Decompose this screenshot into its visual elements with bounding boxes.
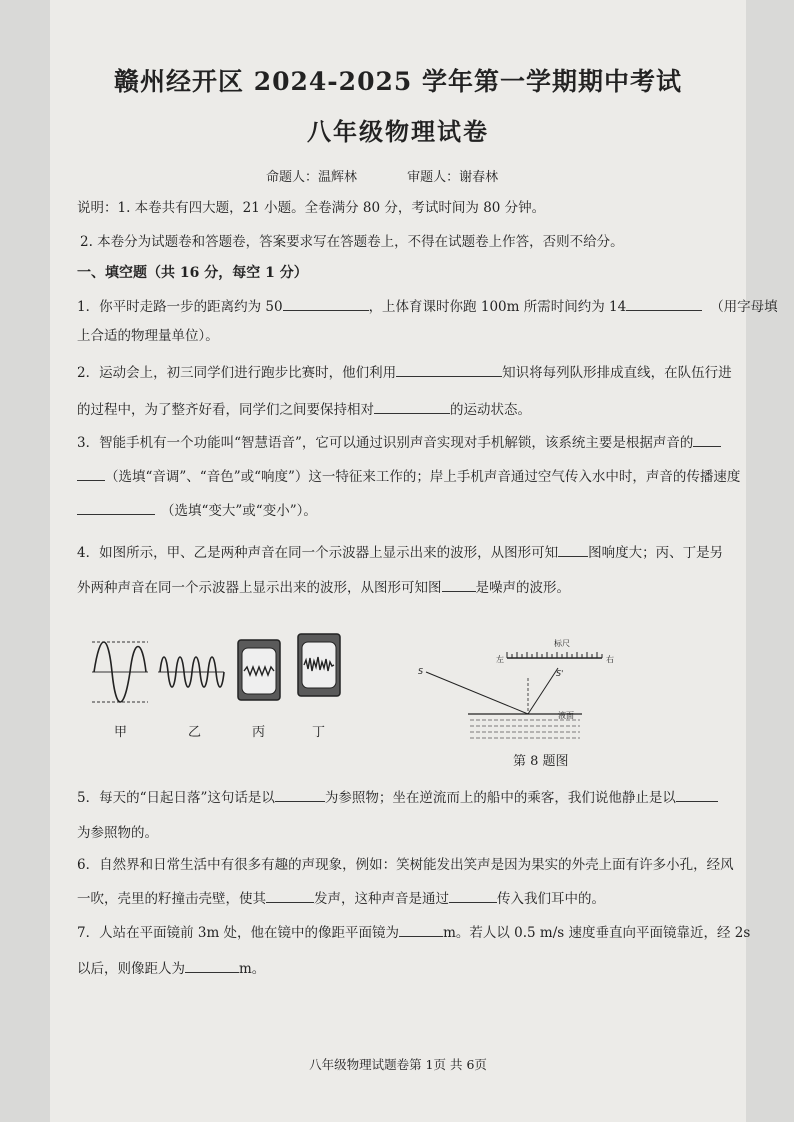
question-3-line-1: 3．智能手机有一个功能叫“智慧语音”，它可以通过识别声音实现对手机解锁，该系统主要是根据声音的: [77, 431, 721, 451]
question-3-line-2: （选填“音调”、“音色”或“响度”）这一特征来工作的；岸上手机声音通过空气传入水中时，声音的传播速度: [77, 465, 740, 485]
waveform-yi: [158, 657, 224, 687]
answer-blank[interactable]: [77, 502, 155, 515]
question-4-line-2: 外两种声音在同一个示波器上显示出来的波形，从图形可知图 是噪声的波形。: [77, 580, 570, 596]
answer-blank[interactable]: [283, 298, 369, 311]
point-s-prime-label: S': [556, 669, 564, 678]
figure-8-diagram: [412, 638, 622, 744]
question-5-line-1: 5．每天的“日起日落”这句话是以 为参照物；坐在逆流而上的船中的乘客，我们说他静止是以: [77, 786, 718, 806]
question-4-line-1: 4．如图所示，甲、乙是两种声音在同一个示波器上显示出来的波形，从图形可知 图响度大；丙、丁是另: [77, 545, 724, 561]
question-5-line-2: 为参照物的。: [77, 825, 158, 841]
question-1-line-1: 1．你平时走路一步的距离约为 50 ，上体育课时你跑 100m 所需时间约为 14 （用字母填: [77, 299, 778, 315]
note-1: 说明：1. 本卷共有四大题，21 小题。全卷满分 80 分，考试时间为 80 分钟。: [77, 200, 546, 216]
answer-blank[interactable]: [374, 401, 450, 414]
answer-blank[interactable]: [77, 468, 105, 481]
waveform-jia: [92, 642, 148, 702]
reviewer: 审题人：谢春林: [407, 170, 499, 185]
answer-blank[interactable]: [396, 364, 502, 377]
question-2-line-2: 的过程中，为了整齐好看，同学们之间要保持相对 的运动状态。: [77, 402, 531, 418]
question-1-line-2: 上合适的物理量单位）。: [77, 328, 219, 344]
exam-paper: [50, 0, 778, 1122]
note-2: 2. 本卷分为试题卷和答题卷，答案要求写在答题卷上，不得在试题卷上作答，否则不给分。: [80, 234, 624, 250]
ruler-left-label: 左: [496, 655, 504, 664]
label-ding: 丁: [312, 725, 326, 740]
question-7-line-1: 7．人站在平面镜前 3m 处，他在镜中的像距平面镜为 m。若人以 0.5 m/s 速度垂直向平面镜靠近，经 2s: [77, 925, 751, 941]
label-yi: 乙: [188, 725, 202, 740]
oscilloscope-bing: [238, 640, 280, 700]
label-bing: 丙: [252, 725, 266, 740]
question-3-line-3: （选填“变大”或“变小”）。: [77, 499, 317, 519]
question-6-line-2: 一吹，壳里的籽撞击壳壁，使其 发声，这种声音是通过 传入我们耳中的。: [77, 891, 605, 907]
question-6-line-1: 6．自然界和日常生活中有很多有趣的声现象，例如：笑树能发出笑声是因为果实的外壳上面有许多小孔，经风: [77, 857, 734, 873]
page-footer: 八年级物理试题卷第 1页 共 6页: [309, 1057, 487, 1072]
authors-line: [266, 166, 544, 185]
ruler-label: 标尺: [554, 639, 570, 648]
answer-blank[interactable]: [399, 924, 443, 937]
answer-blank[interactable]: [275, 789, 325, 802]
answer-blank[interactable]: [442, 579, 476, 592]
answer-blank[interactable]: [185, 960, 239, 973]
oscilloscope-ding: [298, 634, 340, 696]
oscilloscope-figure: [90, 632, 350, 744]
ruler-right-label: 右: [606, 655, 614, 664]
answer-blank[interactable]: [558, 544, 588, 557]
label-jia: 甲: [114, 725, 128, 740]
question-2-line-1: 2．运动会上，初三同学们进行跑步比赛时，他们利用 知识将每列队形排成直线，在队伍行进: [77, 365, 732, 381]
liquid-surface-label: 液面: [558, 711, 574, 720]
point-s-label: S: [418, 667, 424, 676]
exam-title: 赣州经开区 2024-2025 学年第一学期期中考试: [114, 67, 682, 96]
answer-blank[interactable]: [676, 789, 718, 802]
section-1-title: 一、填空题（共 16 分，每空 1 分）: [77, 265, 308, 281]
question-7-line-2: 以后，则像距人为 m。: [77, 961, 266, 977]
exam-subtitle: 八年级物理试卷: [307, 117, 489, 146]
figure-8-caption: 第 8 题图: [513, 754, 569, 769]
answer-blank[interactable]: [266, 890, 314, 903]
answer-blank[interactable]: [693, 434, 721, 447]
answer-blank[interactable]: [449, 890, 497, 903]
answer-blank[interactable]: [626, 298, 702, 311]
author: 命题人：温辉林: [266, 170, 358, 185]
